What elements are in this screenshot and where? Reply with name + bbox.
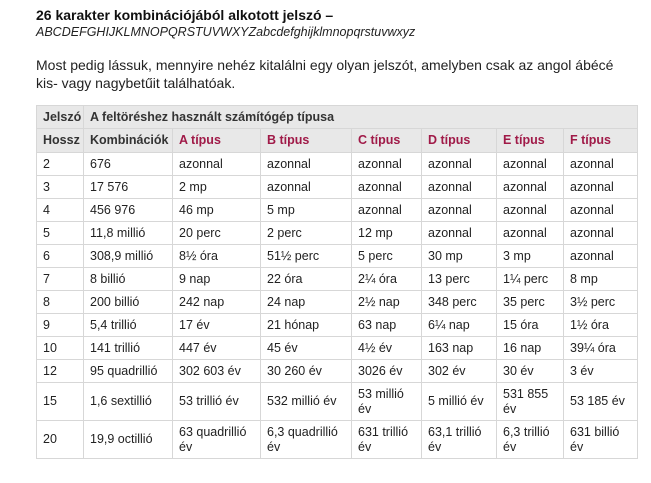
table-row (37, 314, 638, 337)
type-c-cell: 12 mp (352, 222, 422, 245)
type-d-cell: azonnal (422, 176, 497, 199)
type-f-cell: 631 billió év (564, 421, 638, 459)
type-a-cell: 8½ óra (173, 245, 261, 268)
type-c-cell: 3026 év (352, 360, 422, 383)
type-a-cell: 46 mp (173, 199, 261, 222)
type-c-cell: 2½ nap (352, 291, 422, 314)
type-f-cell: azonnal (564, 153, 638, 176)
type-e-cell: 1¼ perc (497, 268, 564, 291)
type-d-cell: 63,1 trillió év (422, 421, 497, 459)
combinations-cell: 676 (84, 153, 173, 176)
combinations-cell: 200 billió (84, 291, 173, 314)
type-b-cell: 2 perc (261, 222, 352, 245)
type-f-cell: azonnal (564, 222, 638, 245)
type-f-cell: 39¼ óra (564, 337, 638, 360)
combinations-cell: 95 quadrillió (84, 360, 173, 383)
type-b-cell: 30 260 év (261, 360, 352, 383)
alphabet-text: ABCDEFGHIJKLMNOPQRSTUVWXYZabcdefghijklmnopqrstuvwxyz (36, 25, 416, 39)
combinations-cell: 1,6 sextillió (84, 383, 173, 421)
type-a-cell: 9 nap (173, 268, 261, 291)
type-e-cell: 531 855 év (497, 383, 564, 421)
type-b-cell: 51½ perc (261, 245, 352, 268)
type-e-cell: azonnal (497, 176, 564, 199)
length-cell: 10 (37, 337, 84, 360)
type-a-cell: 242 nap (173, 291, 261, 314)
type-f-cell: azonnal (564, 245, 638, 268)
type-e-cell: 6,3 trillió év (497, 421, 564, 459)
combinations-cell: 456 976 (84, 199, 173, 222)
length-cell: 12 (37, 360, 84, 383)
intro-paragraph: Most pedig lássuk, mennyire nehéz kitalálni egy olyan jelszót, amelyben csak az angol ábécé kis- vagy nagybetűit találhatóak. (36, 57, 614, 91)
combinations-cell: 17 576 (84, 176, 173, 199)
type-f-cell: 3 év (564, 360, 638, 383)
table-row (37, 153, 638, 176)
type-c-cell: 631 trillió év (352, 421, 422, 459)
password-crack-table (36, 105, 638, 459)
type-a-cell: 17 év (173, 314, 261, 337)
type-a-cell: 2 mp (173, 176, 261, 199)
type-b-cell: 45 év (261, 337, 352, 360)
table-row (37, 222, 638, 245)
type-d-cell: 30 mp (422, 245, 497, 268)
type-a-cell: 447 év (173, 337, 261, 360)
table-row (37, 337, 638, 360)
type-f-cell: azonnal (564, 176, 638, 199)
type-f-cell: 53 185 év (564, 383, 638, 421)
table-row (37, 360, 638, 383)
type-f-cell: 8 mp (564, 268, 638, 291)
type-e-cell: 35 perc (497, 291, 564, 314)
type-a-cell: 302 603 év (173, 360, 261, 383)
column-header-row (37, 129, 638, 153)
type-f-column-header: F típus (564, 129, 638, 153)
type-c-cell: 4½ év (352, 337, 422, 360)
combinations-cell: 308,9 millió (84, 245, 173, 268)
type-b-cell: 21 hónap (261, 314, 352, 337)
table-body (37, 153, 638, 459)
type-a-cell: 63 quadrillió év (173, 421, 261, 459)
type-b-cell: 24 nap (261, 291, 352, 314)
type-d-cell: 13 perc (422, 268, 497, 291)
type-e-cell: azonnal (497, 199, 564, 222)
combinations-cell: 8 billió (84, 268, 173, 291)
table-row (37, 291, 638, 314)
length-cell: 7 (37, 268, 84, 291)
type-a-cell: 53 trillió év (173, 383, 261, 421)
type-f-cell: 1½ óra (564, 314, 638, 337)
password-group-header: Jelszó (37, 106, 84, 129)
group-header-row (37, 106, 638, 129)
type-c-cell: azonnal (352, 176, 422, 199)
length-cell: 6 (37, 245, 84, 268)
type-c-cell: azonnal (352, 199, 422, 222)
type-f-cell: 3½ perc (564, 291, 638, 314)
type-d-cell: 348 perc (422, 291, 497, 314)
type-e-cell: 3 mp (497, 245, 564, 268)
type-c-cell: azonnal (352, 153, 422, 176)
type-e-cell: azonnal (497, 153, 564, 176)
table-row (37, 268, 638, 291)
combinations-cell: 11,8 millió (84, 222, 173, 245)
length-cell: 20 (37, 421, 84, 459)
type-c-cell: 2¼ óra (352, 268, 422, 291)
length-cell: 15 (37, 383, 84, 421)
type-b-cell: azonnal (261, 153, 352, 176)
table-row (37, 199, 638, 222)
length-cell: 2 (37, 153, 84, 176)
combinations-cell: 5,4 trillió (84, 314, 173, 337)
type-c-cell: 5 perc (352, 245, 422, 268)
type-e-cell: 15 óra (497, 314, 564, 337)
type-b-cell: 6,3 quadrillió év (261, 421, 352, 459)
table-row (37, 383, 638, 421)
type-b-cell: azonnal (261, 176, 352, 199)
type-d-cell: 163 nap (422, 337, 497, 360)
combinations-cell: 141 trillió (84, 337, 173, 360)
type-a-column-header: A típus (173, 129, 261, 153)
type-d-column-header: D típus (422, 129, 497, 153)
computer-group-header: A feltöréshez használt számítógép típusa (84, 106, 638, 129)
type-e-cell: azonnal (497, 222, 564, 245)
length-cell: 4 (37, 199, 84, 222)
type-d-cell: azonnal (422, 222, 497, 245)
length-cell: 5 (37, 222, 84, 245)
type-d-cell: azonnal (422, 153, 497, 176)
table-row (37, 176, 638, 199)
type-c-cell: 53 millió év (352, 383, 422, 421)
type-b-cell: 5 mp (261, 199, 352, 222)
type-d-cell: 5 millió év (422, 383, 497, 421)
length-column-header: Hossz (37, 129, 84, 153)
article-heading: 26 karakter kombinációjából alkotott jelszó – (36, 7, 334, 23)
table-row (37, 245, 638, 268)
type-c-column-header: C típus (352, 129, 422, 153)
combinations-column-header: Kombinációk (84, 129, 173, 153)
length-cell: 8 (37, 291, 84, 314)
table-row (37, 421, 638, 459)
type-a-cell: azonnal (173, 153, 261, 176)
type-b-cell: 22 óra (261, 268, 352, 291)
type-b-cell: 532 millió év (261, 383, 352, 421)
type-f-cell: azonnal (564, 199, 638, 222)
type-b-column-header: B típus (261, 129, 352, 153)
type-a-cell: 20 perc (173, 222, 261, 245)
type-e-cell: 30 év (497, 360, 564, 383)
type-e-cell: 16 nap (497, 337, 564, 360)
length-cell: 3 (37, 176, 84, 199)
type-d-cell: 6¼ nap (422, 314, 497, 337)
type-e-column-header: E típus (497, 129, 564, 153)
type-d-cell: 302 év (422, 360, 497, 383)
length-cell: 9 (37, 314, 84, 337)
type-d-cell: azonnal (422, 199, 497, 222)
combinations-cell: 19,9 octillió (84, 421, 173, 459)
type-c-cell: 63 nap (352, 314, 422, 337)
